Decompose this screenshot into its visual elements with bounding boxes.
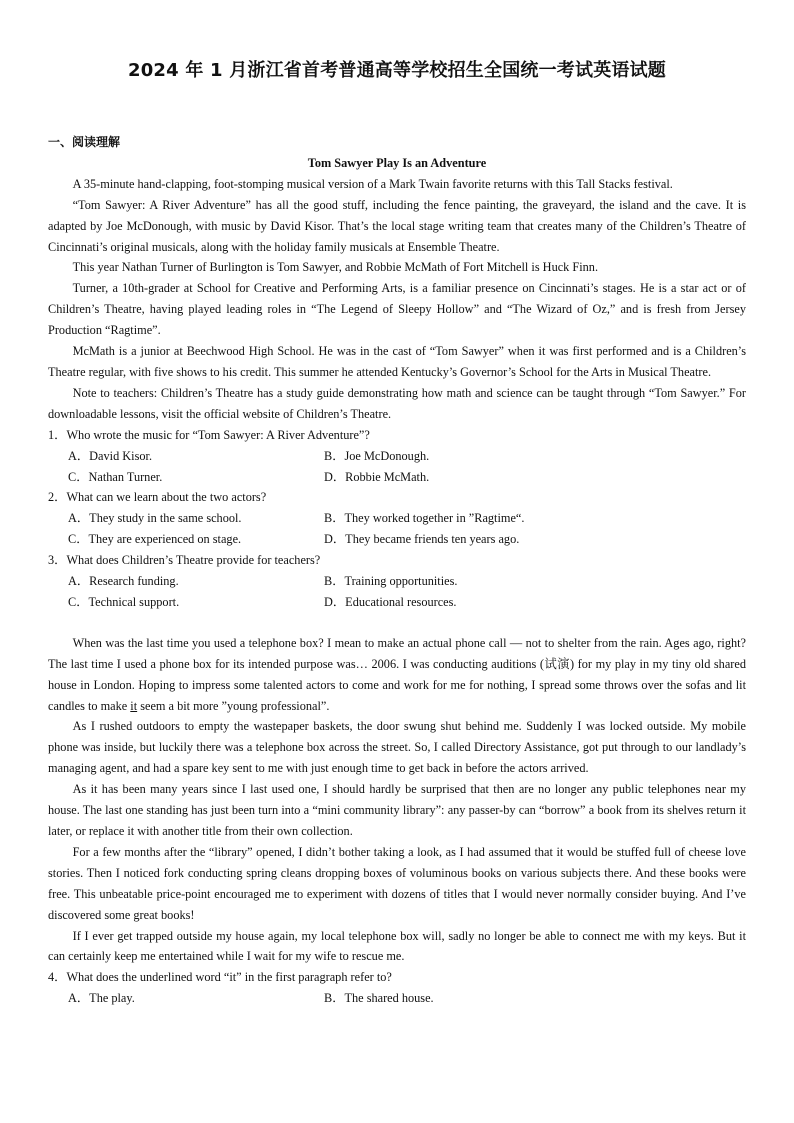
question-1-options-row <box>48 467 746 488</box>
option-a: A．Research funding. <box>68 574 179 589</box>
option-b: B．The shared house. <box>324 991 434 1006</box>
passage-b-paragraph: As I rushed outdoors to empty the wastepaper baskets, the door swung shut behind me. Suddenly I was locked outside. My mobile phone was inside, but luckily there was a telephone box across the street. So, I called Directory Assistance, got put through to our landlady’s managing agent, and had a spare key sent to me with just enough time to get back in before the actors arrived. <box>48 719 746 776</box>
option-b: B．They worked together in ”Ragtime“. <box>324 511 525 526</box>
question-3-options-row <box>48 571 746 592</box>
option-c: C．They are experienced on stage. <box>68 532 242 547</box>
question-2-options-row <box>48 508 746 529</box>
question-1-options-row <box>48 446 746 467</box>
page-title: 2024 年 1 月浙江省首考普通高等学校招生全国统一考试英语试题 <box>127 60 667 81</box>
passage-a-paragraph: Turner, a 10th-grader at School for Creative and Performing Arts, is a familiar presence on Cincinnati’s stages. He is a star act or of Children’s Theatre, having played leading roles in “The Legend of Sleepy Hollow” and “The Wizard of Oz,” and is fresh from Jersey Production “Ragtime”. <box>48 281 746 338</box>
option-d: D．Educational resources. <box>324 594 457 609</box>
question-3-options-row <box>48 592 746 613</box>
option-d: D．Robbie McMath. <box>324 469 430 484</box>
passage-a-title: Tom Sawyer Play Is an Adventure <box>307 155 487 170</box>
passage-b-paragraph: As it has been many years since I last used one, I should hardly be surprised that then are no longer any public telephones near my house. The last one standing has just been turn into a “mini community library”: any passer-by can “borrow” a book from its shelves return it later, or replace it with another title from their own collection. <box>48 782 746 838</box>
passage-a-paragraph: “Tom Sawyer: A River Adventure” has all the good stuff, including the fence painting, the graveyard, the island and the cave. It is adapted by Joe McDonough, with music by David Kisor. That’s the local stage writing team that creates many of the Children’s Theatre of Cincinnati’s original musicals, along with the holiday family musicals at Ensemble Theatre. <box>48 197 746 254</box>
option-a: A．David Kisor. <box>68 448 153 463</box>
passage-b-paragraph: If I ever get trapped outside my house again, my local telephone box will, sadly no longer be able to connect me with my keys. But it can certainly keep me entertained while I wait for my wife to rescue me. <box>48 928 746 964</box>
option-c: C．Nathan Turner. <box>68 469 163 484</box>
question-3-stem: 3．What does Children’s Theatre provide for teachers? <box>48 553 321 568</box>
question-4-stem: 4．What does the underlined word “it” in the first paragraph refer to? <box>48 970 392 985</box>
passage-b-paragraph: For a few months after the “library” opened, I didn’t bother taking a look, as I had assumed that it would be stuffed full of cheese love stories. Then I noticed fork conducting spring cleans dropping boxes of voluminous books on various subjects there. And these books were free. This unbeatable price-point encouraged me to experiment with dozens of titles that I would never normally consider buying. And I’ve discovered some great books! <box>48 844 746 922</box>
passage-b-text: When was the last time you used a telephone box? I mean to make an actual phone call — not to shelter from the rain. Ages ago, right? The last time I used a phone box for its intended purpose was… 2006. I was conducting auditions (试演) for my play in my tiny old shared house in London. Hoping to impress some talented actors to come and work for me for nothing, I spread some throws over the sofas and lit candles to make <box>48 635 746 713</box>
option-c: C．Technical support. <box>68 594 180 609</box>
passage-b-paragraph <box>48 633 746 717</box>
option-b: B．Training opportunities. <box>324 574 458 589</box>
section-heading: 一、阅读理解 <box>48 135 121 149</box>
passage-a-paragraph: This year Nathan Turner of Burlington is Tom Sawyer, and Robbie McMath of Fort Mitchell is Huck Finn. <box>72 260 599 275</box>
passage-a-paragraph: McMath is a junior at Beechwood High School. He was in the cast of “Tom Sawyer” when it was first performed and is a Children’s Theatre regular, with five shows to his credit. This summer he attended Kentucky’s Governor’s School for the Arts in Musical Theatre. <box>48 344 746 379</box>
underlined-word: it <box>130 698 138 713</box>
question-2-options-row <box>48 529 746 550</box>
passage-a-paragraph: Note to teachers: Children’s Theatre has a study guide demonstrating how math and science can be taught through “Tom Sawyer.” For downloadable lessons, visit the official website of Children’s Theatre. <box>48 385 746 421</box>
reading-section <box>48 132 746 1009</box>
passage-a-paragraph: A 35-minute hand-clapping, foot-stomping musical version of a Mark Twain favorite returns with this Tall Stacks festival. <box>72 176 673 191</box>
question-1-stem: 1．Who wrote the music for “Tom Sawyer: A River Adventure”? <box>48 427 370 442</box>
passage-b-text: seem a bit more ”young professional”. <box>137 698 330 713</box>
option-b: B．Joe McDonough. <box>324 448 430 463</box>
option-a: A．They study in the same school. <box>68 511 242 526</box>
question-2-stem: 2．What can we learn about the two actors? <box>48 490 267 505</box>
question-4-options-row <box>48 988 746 1009</box>
option-a: A．The play. <box>68 991 135 1006</box>
option-d: D．They became friends ten years ago. <box>324 532 520 547</box>
passage-separator <box>48 613 746 633</box>
